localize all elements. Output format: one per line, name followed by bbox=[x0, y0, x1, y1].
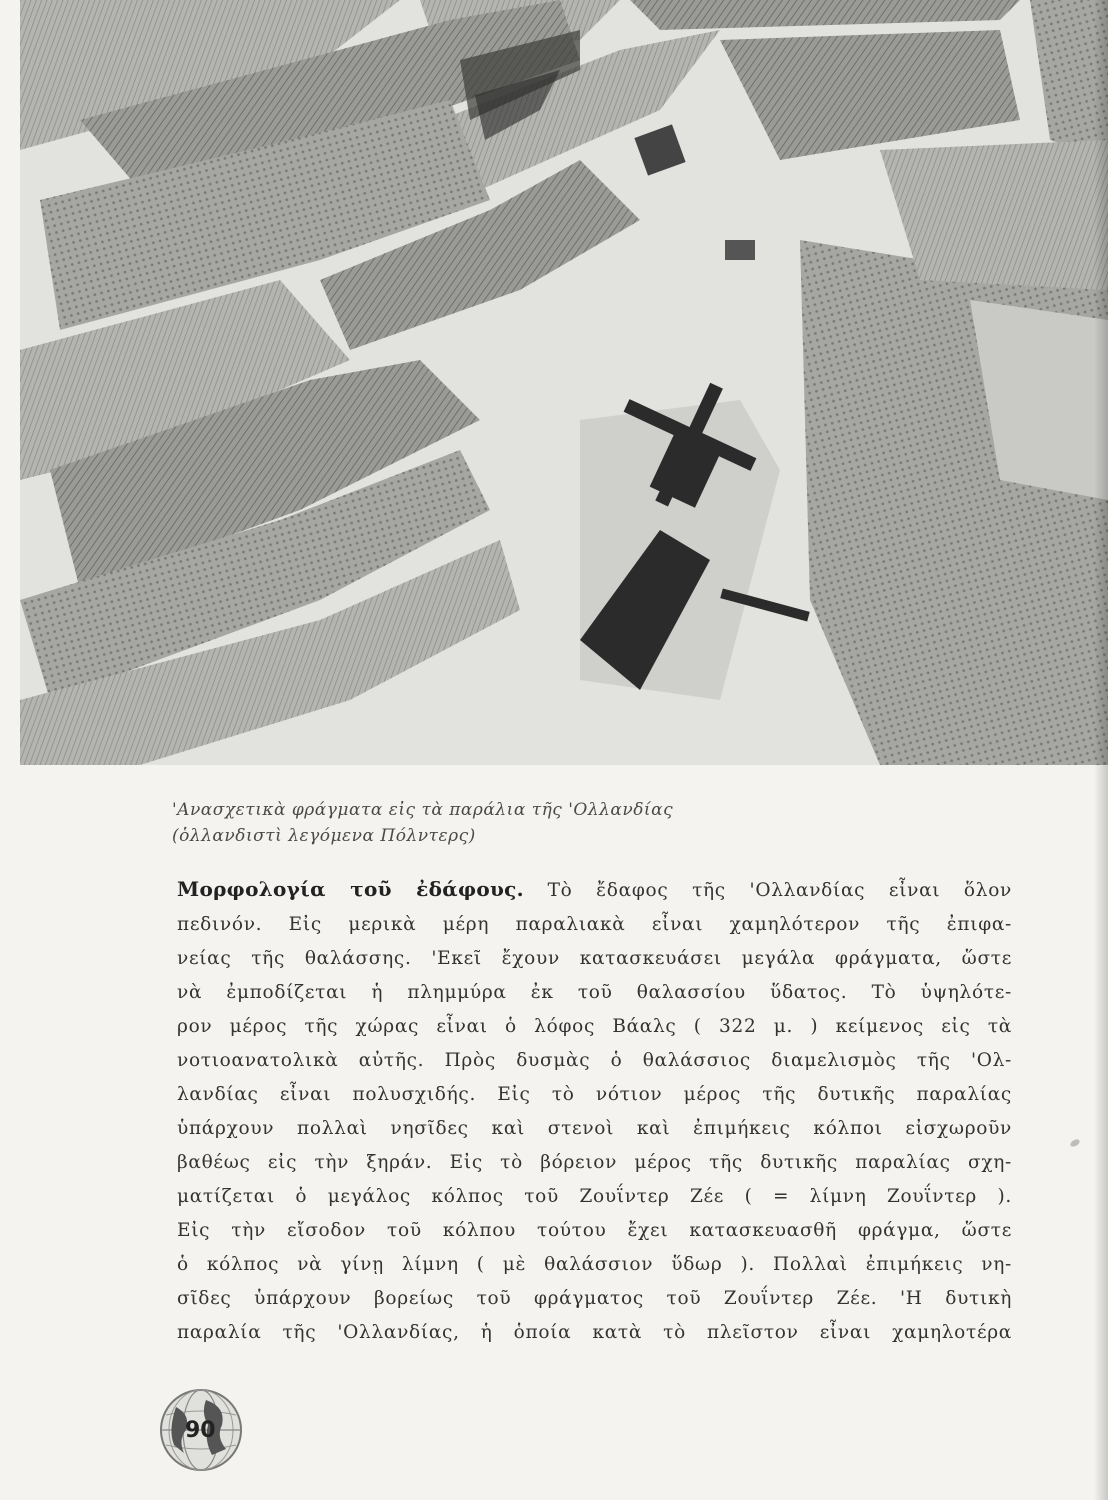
article-line bbox=[177, 872, 1012, 908]
article-line: παραλία τῆς 'Ολλανδίας, ἡ ὁποία κατὰ τὸ πλεῖστον εἶναι χαμηλοτέρα bbox=[177, 1322, 1012, 1343]
article-line: λανδίας εἶναι πολυσχιδής. Εἰς τὸ νότιον μέρος τῆς δυτικῆς παραλίας bbox=[177, 1084, 1012, 1105]
article-line: νοτιοανατολικὰ αὐτῆς. Πρὸς δυσμὰς ὁ θαλάσσιος διαμελισμὸς τῆς 'Ολ- bbox=[177, 1050, 1012, 1071]
page-number: 90 bbox=[185, 1418, 216, 1443]
article-line: ὁ κόλπος νὰ γίνῃ λίμνη ( μὲ θαλάσσιον ὕδωρ ). Πολλαὶ ἐπιμήκεις νη- bbox=[177, 1254, 1012, 1275]
paper-speck bbox=[1069, 1138, 1081, 1148]
article-line: σῖδες ὑπάρχουν βορείως τοῦ φράγματος τοῦ Ζουΐντερ Ζέε. 'Η δυτικὴ bbox=[177, 1288, 1012, 1309]
page-edge-shadow bbox=[1094, 0, 1108, 1500]
article-body bbox=[177, 872, 1012, 1350]
section-heading: Μορφολογία τοῦ ἐδάφους. bbox=[177, 877, 524, 901]
photo-caption bbox=[172, 797, 992, 849]
article-line: Εἰς τὴν εἴσοδον τοῦ κόλπου τούτου ἔχει κατασκευασθῆ φράγμα, ὥστε bbox=[177, 1220, 1012, 1241]
article-line: ὑπάρχουν πολλαὶ νησῖδες καὶ στενοὶ καὶ ἐπιμήκεις κόλποι εἰσχωροῦν bbox=[177, 1118, 1012, 1139]
article-line: βαθέως εἰς τὴν ξηράν. Εἰς τὸ βόρειον μέρος τῆς δυτικῆς παραλίας σχη- bbox=[177, 1152, 1012, 1173]
article-line: πεδινόν. Εἰς μερικὰ μέρη παραλιακὰ εἶναι χαμηλότερον τῆς ἐπιφα- bbox=[177, 914, 1012, 935]
aerial-photo-polders bbox=[20, 0, 1108, 765]
article-line: νὰ ἐμποδίζεται ἡ πλημμύρα ἐκ τοῦ θαλασσίου ὕδατος. Τὸ ὑψηλότε- bbox=[177, 982, 1012, 1003]
article-line: ρον μέρος τῆς χώρας εἶναι ὁ λόφος Βάαλς ( 322 μ. ) κείμενος εἰς τὰ bbox=[177, 1016, 1012, 1037]
article-line-text: Τὸ ἔδαφος τῆς 'Ολλανδίας εἶναι ὅλον bbox=[547, 880, 1012, 901]
caption-line-2: (ὁλλανδιστὶ λεγόμενα Πόλντερς) bbox=[172, 826, 476, 846]
caption-line-1: 'Ανασχετικὰ φράγματα εἰς τὰ παράλια τῆς 'Ολλανδίας bbox=[172, 800, 674, 820]
article-line: νείας τῆς θαλάσσης. 'Εκεῖ ἔχουν κατασκευάσει μεγάλα φράγματα, ὥστε bbox=[177, 948, 1012, 969]
article-line: ματίζεται ὁ μεγάλος κόλπος τοῦ Ζουΐντερ Ζέε ( = λίμνη Ζουΐντερ ). bbox=[177, 1186, 1012, 1207]
